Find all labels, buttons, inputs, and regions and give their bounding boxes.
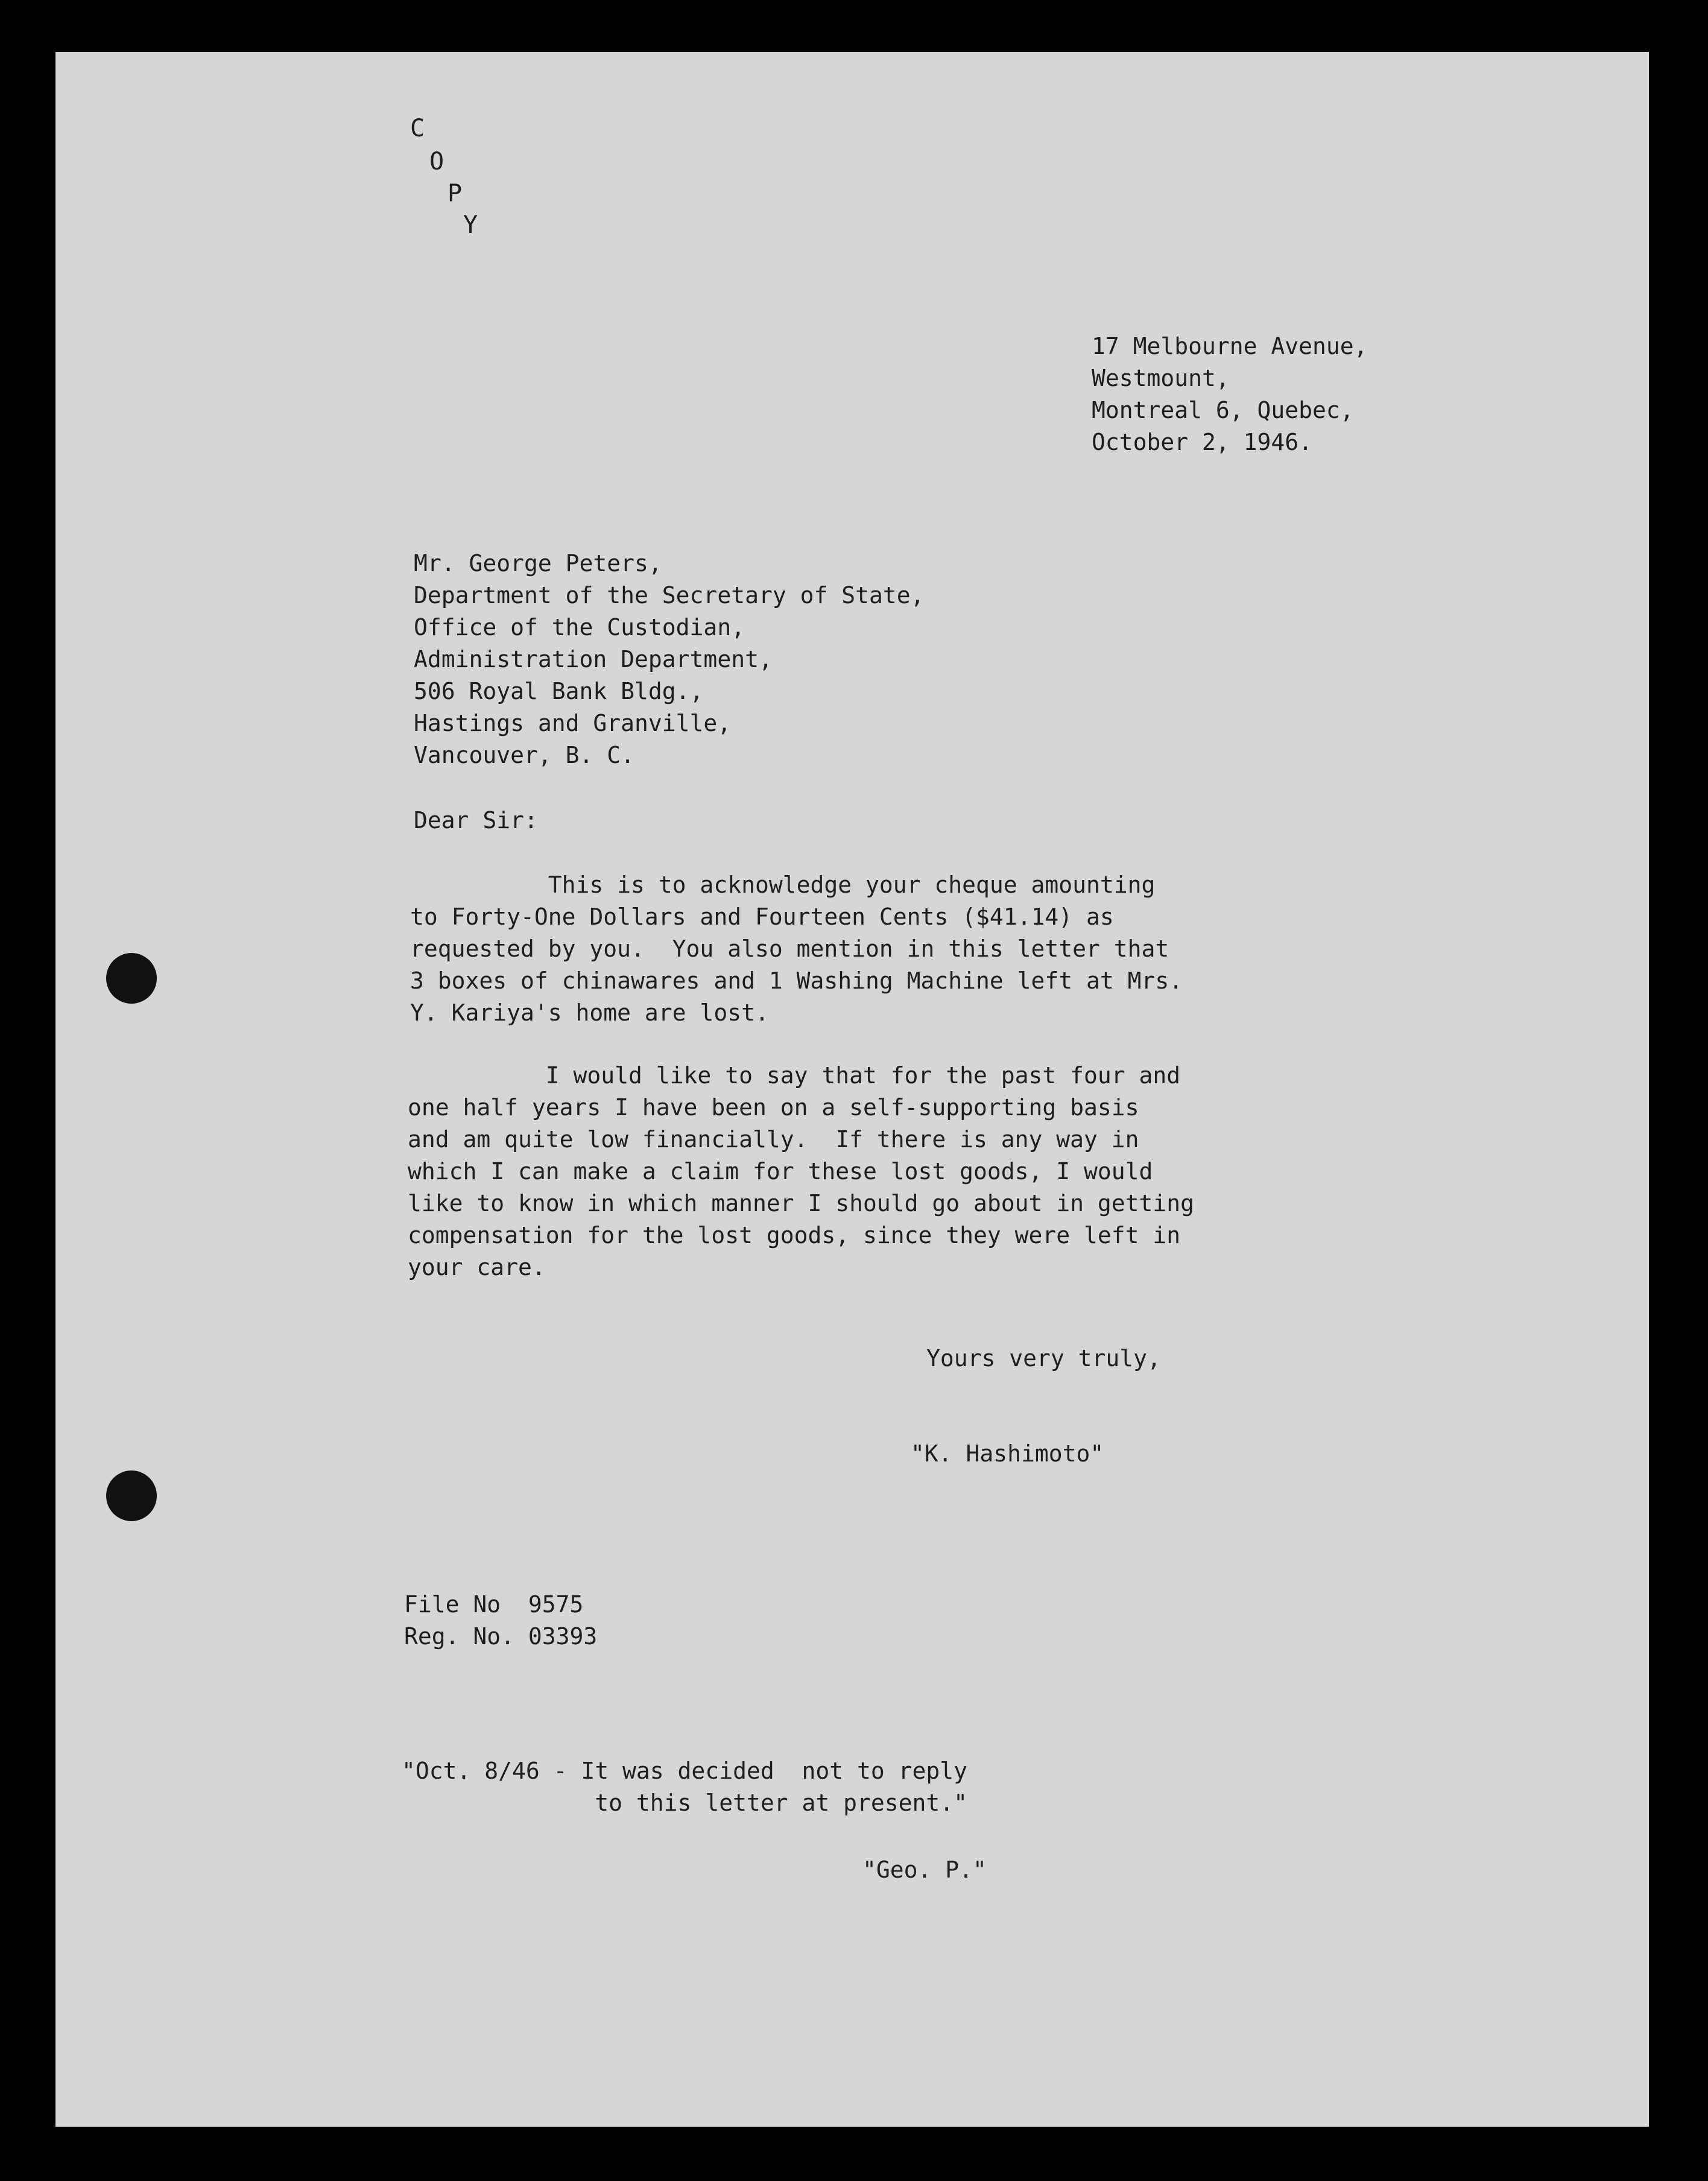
note-signature: "Geo. P.": [862, 1857, 987, 1883]
recipient-line: Office of the Custodian,: [414, 614, 745, 641]
recipient-line: Mr. George Peters,: [414, 550, 662, 577]
recipient-line: Department of the Secretary of State,: [414, 582, 925, 609]
recipient-line: Administration Department,: [414, 646, 773, 673]
body-line: like to know in which manner I should go about in getting: [408, 1190, 1195, 1217]
note-line: "Oct. 8/46 - It was decided not to reply: [402, 1758, 967, 1784]
recipient-line: Vancouver, B. C.: [414, 742, 635, 768]
address-line: Montreal 6, Quebec,: [1092, 397, 1354, 423]
binder-hole-bottom: [106, 1470, 157, 1521]
closing: Yours very truly,: [926, 1345, 1161, 1372]
body-line: Y. Kariya's home are lost.: [410, 999, 769, 1026]
body-line: requested by you. You also mention in this letter that: [410, 935, 1169, 962]
recipient-line: 506 Royal Bank Bldg.,: [414, 678, 704, 704]
body-line: compensation for the lost goods, since they were left in: [408, 1222, 1181, 1249]
letter-date: October 2, 1946.: [1092, 429, 1313, 455]
address-line: Westmount,: [1092, 365, 1230, 391]
body-line: This is to acknowledge your cheque amounting: [410, 872, 1156, 898]
body-line: your care.: [408, 1254, 546, 1280]
body-line: and am quite low financially. If there is any way in: [408, 1126, 1139, 1153]
address-line: 17 Melbourne Avenue,: [1092, 333, 1368, 359]
file-number: File No 9575: [404, 1591, 584, 1618]
copy-stamp-p: P: [448, 180, 463, 207]
note-line: to this letter at present.": [402, 1790, 967, 1816]
registration-number: Reg. No. 03393: [404, 1623, 598, 1650]
copy-stamp-o: O: [429, 148, 444, 176]
body-line: I would like to say that for the past four and: [408, 1062, 1181, 1089]
body-line: one half years I have been on a self-supporting basis: [408, 1094, 1139, 1121]
body-line: to Forty-One Dollars and Fourteen Cents ($41.14) as: [410, 904, 1114, 930]
salutation: Dear Sir:: [414, 807, 538, 834]
copy-stamp-c: C: [410, 115, 425, 142]
binder-hole-top: [106, 953, 157, 1004]
body-line: which I can make a claim for these lost goods, I would: [408, 1158, 1153, 1185]
body-line: 3 boxes of chinawares and 1 Washing Machine left at Mrs.: [410, 967, 1183, 994]
copy-stamp-y: Y: [463, 211, 478, 239]
signature: "K. Hashimoto": [911, 1440, 1104, 1467]
recipient-line: Hastings and Granville,: [414, 710, 732, 736]
